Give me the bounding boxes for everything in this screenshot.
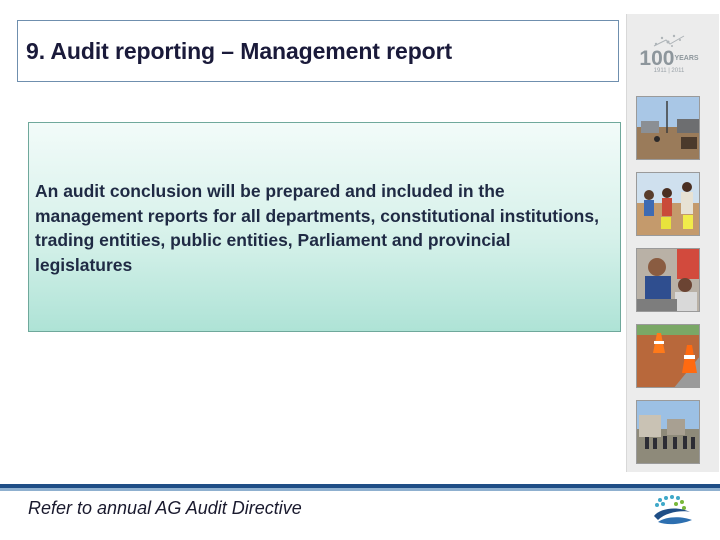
- footer-bar-light: [0, 488, 720, 491]
- body-text: An audit conclusion will be prepared and included in the management reports for all departments, constitutional institutions, trading entities, public entities, Parliament and provincial legislatures: [35, 181, 599, 275]
- anniversary-logo: [636, 20, 702, 82]
- street-scene-photo: [636, 96, 700, 160]
- footer-note: Refer to annual AG Audit Directive: [28, 498, 302, 518]
- agsa-logo-icon: [650, 494, 696, 528]
- elderly-people-photo: [636, 248, 700, 312]
- title-box: [17, 20, 619, 82]
- anniversary-number: $100^{YEARS}$: [639, 47, 699, 70]
- crowd-with-water-photo: [636, 172, 700, 236]
- traffic-cones-road-photo: [636, 324, 700, 388]
- starburst-icon: [650, 30, 690, 52]
- buildings-and-people-photo: [636, 400, 700, 464]
- slide-title: 9. Audit reporting – Management report: [26, 37, 453, 64]
- anniversary-years: 1911 | 2011: [653, 68, 685, 74]
- content-box: [28, 122, 621, 332]
